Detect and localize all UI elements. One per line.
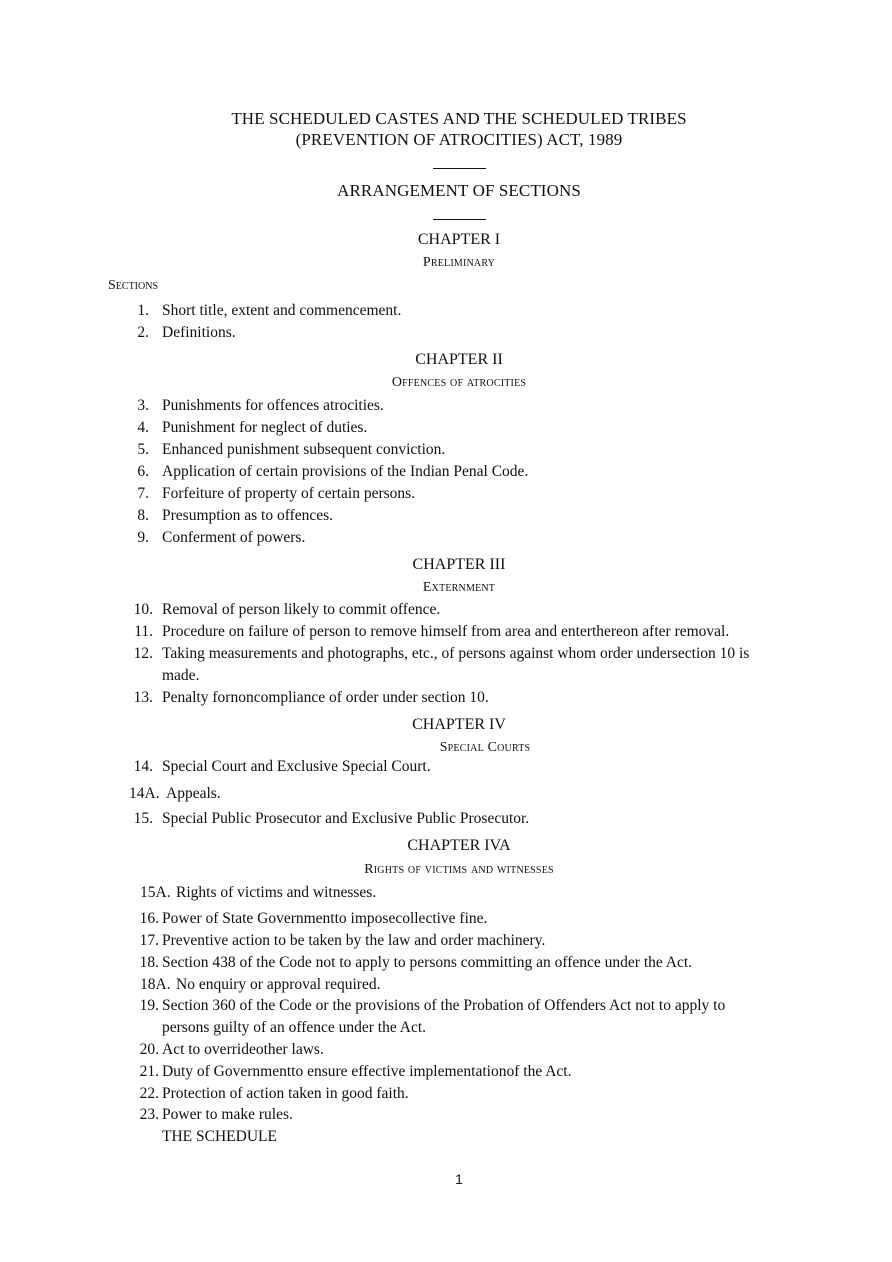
section-number: 2. [137, 324, 149, 341]
section-number: 16. [139, 910, 159, 927]
section-number: 21. [139, 1063, 159, 1080]
section-title: Procedure on failure of person to remove himself from area and enterthereon after removal. [162, 623, 730, 640]
section-title: Duty of Governmentto ensure effective implementationof the Act. [162, 1063, 572, 1080]
section-title: Presumption as to offences. [162, 507, 334, 524]
section-title: Rights of victims and witnesses. [176, 884, 377, 901]
section-number: 20. [139, 1041, 159, 1058]
arrangement-heading: ARRANGEMENT OF SECTIONS [337, 181, 581, 200]
section-title: Enhanced punishment subsequent conviction. [162, 441, 446, 458]
section-title: Protection of action taken in good faith. [162, 1085, 409, 1102]
section-number: 17. [139, 932, 159, 949]
chapter-label: CHAPTER II [415, 351, 503, 368]
section-title: Power of State Governmentto imposecollective fine. [162, 910, 488, 927]
section-title-continued: made. [162, 667, 200, 684]
chapter-label: CHAPTER III [412, 556, 506, 573]
section-title: Definitions. [162, 324, 236, 341]
section-number: 7. [137, 485, 149, 502]
section-number: 15. [133, 810, 153, 827]
chapter-label: CHAPTER IV [412, 716, 506, 733]
chapter-label: CHAPTER IVA [407, 837, 511, 854]
section-title: Appeals. [166, 785, 221, 802]
section-title: Punishments for offences atrocities. [162, 397, 384, 414]
section-number: 11. [134, 623, 153, 640]
chapter-name: Externment [422, 580, 496, 595]
section-number: 9. [137, 529, 149, 546]
section-number: 15A. [140, 884, 171, 901]
chapter-name: Preliminary [422, 255, 496, 270]
section-number: 14A. [129, 785, 160, 802]
section-title: Application of certain provisions of the Indian Penal Code. [162, 463, 529, 480]
section-number: 1. [137, 302, 149, 319]
section-title: Section 360 of the Code or the provisions of the Probation of Offenders Act not to apply to [162, 997, 726, 1014]
section-title: Act to overrideother laws. [162, 1041, 324, 1058]
act-title-line-2: (PREVENTION OF ATROCITIES) ACT, 1989 [295, 130, 623, 149]
section-number: 8. [137, 507, 149, 524]
schedule-title: THE SCHEDULE [162, 1128, 277, 1145]
section-number: 23. [139, 1106, 159, 1123]
section-number: 12. [133, 645, 153, 662]
section-number: 18. [139, 954, 159, 971]
section-number: 10. [133, 601, 153, 618]
section-title: Preventive action to be taken by the law and order machinery. [162, 932, 546, 949]
section-title-continued: persons guilty of an offence under the Act. [162, 1019, 426, 1036]
section-title: Forfeiture of property of certain persons. [162, 485, 416, 502]
section-number: 18A. [140, 976, 171, 993]
chapter-name: Special Courts [439, 740, 531, 755]
act-title-line-1: THE SCHEDULED CASTES AND THE SCHEDULED TRIBES [231, 109, 687, 128]
section-number: 5. [137, 441, 149, 458]
section-number: 4. [137, 419, 149, 436]
section-title: Conferment of powers. [162, 529, 306, 546]
section-number: 13. [133, 689, 153, 706]
chapter-name: Rights of victims and witnesses [364, 862, 554, 877]
section-number: 6. [137, 463, 149, 480]
section-title: No enquiry or approval required. [176, 976, 381, 993]
section-title: Section 438 of the Code not to apply to persons committing an offence under the Act. [162, 954, 693, 971]
section-number: 14. [133, 758, 153, 775]
divider-rule [433, 168, 486, 169]
section-title: Removal of person likely to commit offence. [162, 601, 441, 618]
section-title: Power to make rules. [162, 1106, 293, 1123]
section-title: Punishment for neglect of duties. [162, 419, 368, 436]
section-number: 22. [139, 1085, 159, 1102]
section-title: Taking measurements and photographs, etc., of persons against whom order undersection 10 is [162, 645, 750, 662]
section-title: Special Court and Exclusive Special Court. [162, 758, 431, 775]
divider-rule [433, 219, 486, 220]
page-number: 1 [455, 1171, 463, 1187]
sections-label: Sections [108, 278, 159, 293]
section-number: 19. [139, 997, 159, 1014]
chapter-name: Offences of atrocities [391, 375, 527, 390]
section-number: 3. [137, 397, 149, 414]
chapter-label: CHAPTER I [417, 231, 501, 248]
section-title: Special Public Prosecutor and Exclusive Public Prosecutor. [162, 810, 530, 827]
section-title: Penalty fornoncompliance of order under section 10. [162, 689, 489, 706]
section-title: Short title, extent and commencement. [162, 302, 402, 319]
